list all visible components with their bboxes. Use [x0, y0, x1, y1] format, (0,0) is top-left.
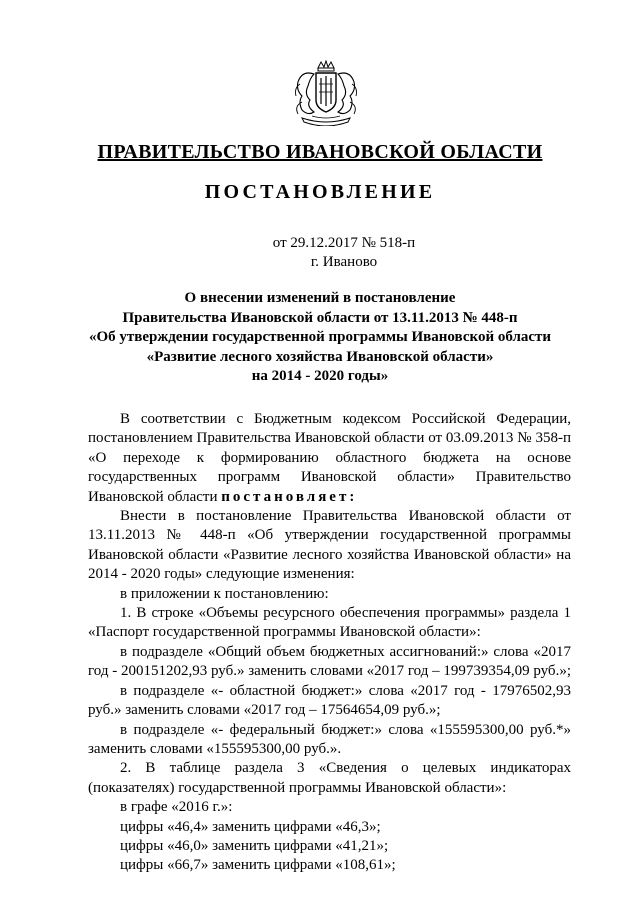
document-type-heading: ПОСТАНОВЛЕНИЕ	[204, 181, 436, 203]
body-paragraph: цифры «46,0» заменить цифрами «41,21»;	[120, 837, 389, 854]
body-paragraph: цифры «66,7» заменить цифрами «108,61»;	[120, 857, 396, 874]
title-line: Правительства Ивановской области от 13.11.2013 № 448-п	[122, 309, 518, 326]
title-line: на 2014 - 2020 годы»	[251, 368, 389, 384]
body-paragraph: 1. В строке «Объемы ресурсного обеспечения программы» раздела 1 «Паспорт государственной программы Ивановской области»:	[88, 605, 571, 641]
title-line: «Об утверждении государственной программы Ивановской области	[88, 329, 552, 345]
body-paragraph: в графе «2016 г.»:	[120, 799, 233, 816]
resolves-word: постановляет:	[221, 488, 358, 505]
body-paragraph: Внести в постановление Правительства Ивановской области от 13.11.2013 № 448-п «Об утверждении государственной программы Ивановской области «Развитие лесного хозяйства Ивановской области» на 2014 - 2020 годы» следующие изменения:	[88, 508, 571, 583]
title-line: О внесении изменений в постановление	[184, 290, 456, 306]
preamble-paragraph	[88, 410, 571, 507]
body-paragraph: 2. В таблице раздела 3 «Сведения о целевых индикаторах (показателях) государственной программы Ивановской области»:	[88, 760, 571, 796]
body-paragraph: цифры «46,4» заменить цифрами «46,3»;	[120, 818, 381, 835]
coat-of-arms-emblem-icon	[288, 60, 364, 126]
body-paragraph: в подразделе «Общий объем бюджетных ассигнований:» слова «2017 год - 200151202,93 руб.» заменить словами «2017 год – 199739354,09 руб.»;	[88, 643, 571, 680]
body-paragraph: в подразделе «- федеральный бюджет:» слова «155595300,00 руб.*» заменить словами «155595300,00 руб.».	[88, 721, 571, 757]
document-body	[88, 410, 571, 876]
document-date-number: от 29.12.2017 № 518-п	[272, 235, 416, 251]
document-city: г. Иваново	[310, 254, 378, 270]
body-paragraph: в приложении к постановлению:	[120, 585, 329, 602]
body-paragraph: в подразделе «- областной бюджет:» слова «2017 год - 17976502,93 руб.» заменить словами «2017 год – 17564654,09 руб.»;	[88, 682, 571, 719]
preamble-text: В соответствии с Бюджетным кодексом Российской Федерации, постановлением Правительства Ивановской области от 03.09.2013 № 358-п «О переходе к формированию областного бюджета на основе государственных программ Ивановской области» Правительство Ивановской области	[88, 411, 571, 505]
document-title	[60, 289, 580, 387]
government-heading: ПРАВИТЕЛЬСТВО ИВАНОВСКОЙ ОБЛАСТИ	[97, 141, 543, 163]
title-line: «Развитие лесного хозяйства Ивановской области»	[146, 348, 494, 365]
